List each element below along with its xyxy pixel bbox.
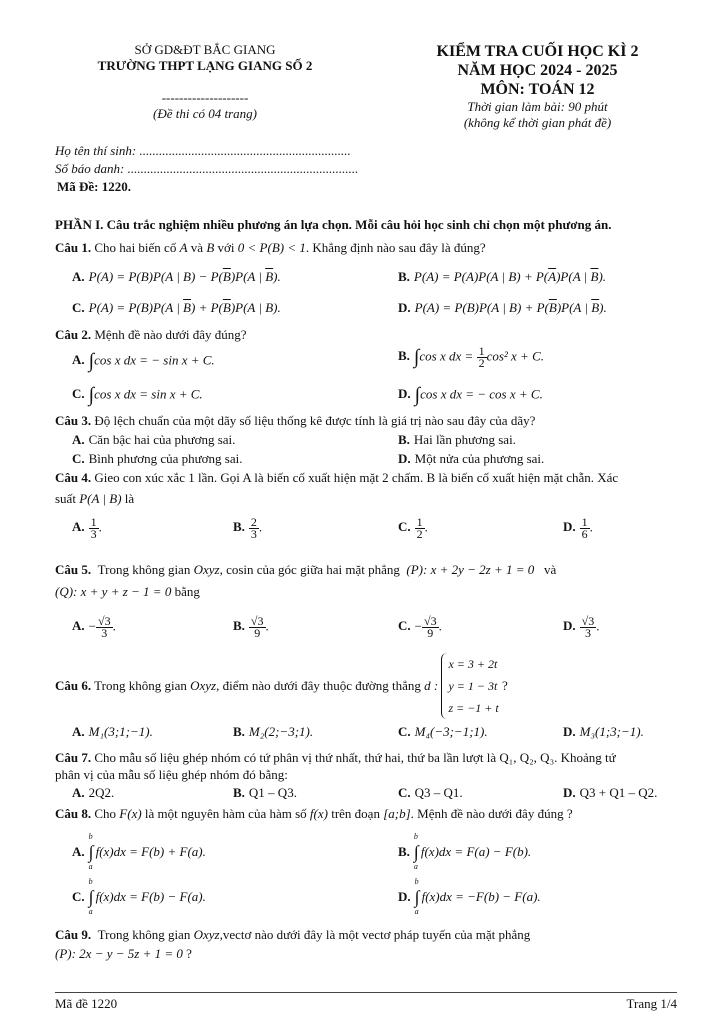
question-label: Câu 5. — [55, 562, 92, 577]
exam-code: Mã Đề: 1220. — [57, 179, 132, 194]
option-text: Một nửa của phương sai. — [414, 451, 545, 466]
q3-option-b[interactable]: B. Hai lần phương sai. — [398, 432, 516, 447]
q3-option-d[interactable]: D. Một nửa của phương sai. — [398, 451, 545, 466]
question-5-line-2: (Q): x + y + z − 1 = 0 bằng — [55, 584, 200, 599]
question-9: Câu 9. Trong không gian Oxyz,vectơ nào dưới đây là một vectơ pháp tuyến của mặt phẳng — [55, 927, 531, 942]
question-label: Câu 4. — [55, 470, 92, 485]
q8-option-d[interactable]: D.b ∫ af(x)dx = −F(b) − F(a). — [398, 877, 541, 916]
question-text: trên đoạn — [331, 806, 380, 821]
question-text: Trong không gian — [97, 562, 191, 577]
q3-option-a[interactable]: A. Căn bậc hai của phương sai. — [72, 432, 236, 447]
question-label: Câu 8. — [55, 806, 92, 821]
q4-option-c[interactable]: C. $\frac{1}{2}$ . — [398, 515, 428, 541]
question-text: Cho hai biến cố — [94, 240, 177, 255]
question-text: bằng — [174, 584, 200, 599]
question-4 — [55, 470, 677, 486]
dashes: -------------------- — [161, 90, 249, 105]
question-5: Câu 5. Trong không gian Oxyz, cosin của góc giữa hai mặt phẳng (P): x + 2y − 2z + 1 = 0 và — [55, 562, 557, 577]
question-text: là một nguyên hàm của hàm số — [144, 806, 307, 821]
question-7 — [55, 750, 677, 766]
part-1-heading: PHẦN I. Câu trắc nghiệm nhiều phương án lựa chọn. Mỗi câu hỏi học sinh chỉ chọn một phương án. — [55, 217, 612, 232]
q1-option-b[interactable]: B. P(A) = P(A)P(A | $B) + P(\overline{A})P(A$ | $\overline{B}$). — [398, 269, 607, 284]
question-text: và — [544, 562, 557, 577]
question-6: Câu 6. Trong không gian Oxyz, điểm nào dưới đây thuộc đường thẳng d : x = 3 + 2t y = 1 − 3t z = −1 + t ? — [55, 653, 508, 719]
option-text: Bình phương của phương sai. — [88, 451, 243, 466]
question-text: vectơ nào dưới đây là một vectơ pháp tuyến của mặt phẳng — [222, 927, 531, 942]
question-label: Câu 7. — [55, 750, 92, 765]
question-text: Trong không gian — [97, 927, 191, 942]
q8-option-a[interactable]: A.b ∫ af(x)dx = F(b) + F(a). — [72, 832, 206, 871]
q7-option-a[interactable]: A. 2Q2. — [72, 785, 115, 800]
exam-title: KIỂM TRA CUỐI HỌC KÌ 2 — [436, 43, 639, 60]
q1-option-c[interactable]: C. P(A) = P(B)P(A | $\overline{B}) + P(\overline{B})P(A$ | B). — [72, 300, 281, 315]
question-text: ? — [186, 946, 192, 961]
option-text: Q3 – Q1. — [414, 785, 463, 800]
question-text: , cosin của góc giữa hai mặt phẳng — [219, 562, 400, 577]
question-text: , điểm nào dưới đây thuộc đường thẳng — [216, 678, 421, 693]
q1-option-d[interactable]: D. P(A) = P(B)P(A | $B) + P(\overline{B})P(A$ | $\overline{B}$). — [398, 300, 607, 315]
student-name-line: Họ tên thí sinh: ................................................................. — [55, 143, 351, 158]
footer-exam-code: Mã đề 1220 — [55, 996, 118, 1011]
option-text: 2Q2. — [88, 785, 115, 800]
question-text: Trong không gian — [94, 678, 187, 693]
q7-option-c[interactable]: C. Q3 – Q1. — [398, 785, 463, 800]
option-text: Hai lần phương sai. — [413, 432, 516, 447]
question-4-line-2: suất P(A | B) là — [55, 491, 135, 506]
dept-name: SỞ GD&ĐT BẮC GIANG — [134, 42, 276, 57]
header-left — [55, 42, 355, 122]
question-text: . Mệnh đề nào dưới đây đúng ? — [410, 806, 573, 821]
question-9-line-2: (P): 2x − y − 5z + 1 = 0 ? — [55, 946, 192, 961]
q5-option-d[interactable]: D. $\frac{√3}{3}$ . — [563, 614, 600, 640]
school-name: TRƯỜNG THPT LẠNG GIANG SỐ 2 — [97, 58, 313, 73]
q6-option-d[interactable]: D. M₃(1;3;−1). — [563, 724, 644, 739]
q8-option-b[interactable]: B.b ∫ af(x)dx = F(a) − F(b). — [398, 832, 532, 871]
q1-option-a[interactable]: A. P(A) = P(B)P(A | $B) - P(\overline{B})P(A$ | $\overline{B}$). — [72, 269, 281, 284]
question-text: Mệnh đề nào dưới đây đúng? — [94, 327, 247, 342]
footer-page-number: Trang 1/4 — [626, 996, 677, 1011]
question-8: Câu 8. Cho F(x) là một nguyên hàm của hàm số f(x) trên đoạn [a;b]. Mệnh đề nào dưới đây đúng ? — [55, 806, 573, 821]
question-text: là — [124, 491, 135, 506]
question-2 — [55, 327, 677, 343]
q5-option-a[interactable]: A. − $\frac{√3}{3}$ . — [72, 614, 116, 640]
q5-option-c[interactable]: C. − $\frac{√3}{9}$ . — [398, 614, 442, 640]
exam-time-note: (không kể thời gian phát đề) — [463, 115, 612, 130]
student-id-line: Số báo danh: ....................................................................... — [55, 161, 359, 176]
subject: MÔN: TOÁN 12 — [480, 81, 595, 98]
question-text: . Khẳng định nào sau đây là đúng? — [305, 240, 486, 255]
q6-option-c[interactable]: C. M₄(−3;−1;1). — [398, 724, 488, 739]
q2-option-c[interactable]: C. ∫cos x dx = sin x + C. — [72, 384, 203, 406]
q2-option-a[interactable]: A. ∫cos x dx = − sin x + C. — [72, 350, 215, 372]
q7-option-b[interactable]: B. Q1 – Q3. — [233, 785, 297, 800]
question-text: suất — [55, 491, 76, 506]
option-text: Căn bậc hai của phương sai. — [88, 432, 236, 447]
exam-time: Thời gian làm bài: 90 phút — [467, 99, 608, 114]
question-text: với — [217, 240, 235, 255]
pages-note: (Đề thi có 04 trang) — [153, 106, 257, 121]
q4-option-b[interactable]: B. $\frac{2}{3}$ . — [233, 515, 263, 541]
question-label: Câu 2. — [55, 327, 92, 342]
question-label: Câu 1. — [55, 240, 92, 255]
question-text: ? — [501, 678, 508, 693]
q2-option-b[interactable]: B. ∫cos x dx = $\frac{1}{2}$ cos² x + C. — [398, 344, 545, 370]
q6-option-a[interactable]: A. M₁(3;1;−1). — [72, 724, 153, 739]
q2-option-d[interactable]: D. ∫cos x dx = − cos x + C. — [398, 384, 543, 406]
q7-option-d[interactable]: D. Q3 + Q1 – Q2. — [563, 785, 658, 800]
question-text: Độ lệch chuẩn của một dãy số liệu thống kê được tính là giá trị nào sau đây của dãy? — [94, 413, 536, 428]
q4-option-a[interactable]: A. $\frac{1}{3}$ . — [72, 515, 102, 541]
q8-option-c[interactable]: C.b ∫ af(x)dx = F(b) − F(a). — [72, 877, 206, 916]
question-text: Gieo con xúc xắc 1 lần. Gọi A là biến cố xuất hiện mặt 2 chấm. B là biến cố xuất hiện mặt chẵn. Xác — [94, 470, 619, 485]
question-1: Câu 1. Cho hai biến cố A và B với 0 < P(B) < 1. Khẳng định nào sau đây là đúng? — [55, 240, 486, 255]
question-text: Cho mẫu số liệu ghép nhóm có tứ phân vị thứ nhất, thứ hai, thứ ba lần lượt là Q₁, Q₂, Q₃. Khoảng tứ — [94, 750, 616, 765]
q5-option-b[interactable]: B. $\frac{√3}{9}$ . — [233, 614, 269, 640]
q4-option-d[interactable]: D. $\frac{1}{6}$ . — [563, 515, 593, 541]
option-text: Q3 + Q1 – Q2. — [579, 785, 658, 800]
school-year: NĂM HỌC 2024 - 2025 — [457, 62, 618, 79]
question-text: Cho — [94, 806, 117, 821]
header-right — [395, 42, 680, 131]
q6-option-b[interactable]: B. M₂(2;−3;1). — [233, 724, 314, 739]
footer-divider — [55, 992, 677, 993]
line-equation: x = 3 + 2t y = 1 − 3t z = −1 + t — [441, 653, 498, 719]
question-7-line-2: phân vị của mẫu số liệu ghép nhóm đó bằng: — [55, 767, 288, 782]
option-text: Q1 – Q3. — [248, 785, 297, 800]
question-label: Câu 3. — [55, 413, 92, 428]
q3-option-c[interactable]: C. Bình phương của phương sai. — [72, 451, 243, 466]
question-text: và — [190, 240, 204, 255]
question-label: Câu 6. — [55, 678, 92, 693]
question-label: Câu 9. — [55, 927, 92, 942]
question-3 — [55, 413, 677, 429]
